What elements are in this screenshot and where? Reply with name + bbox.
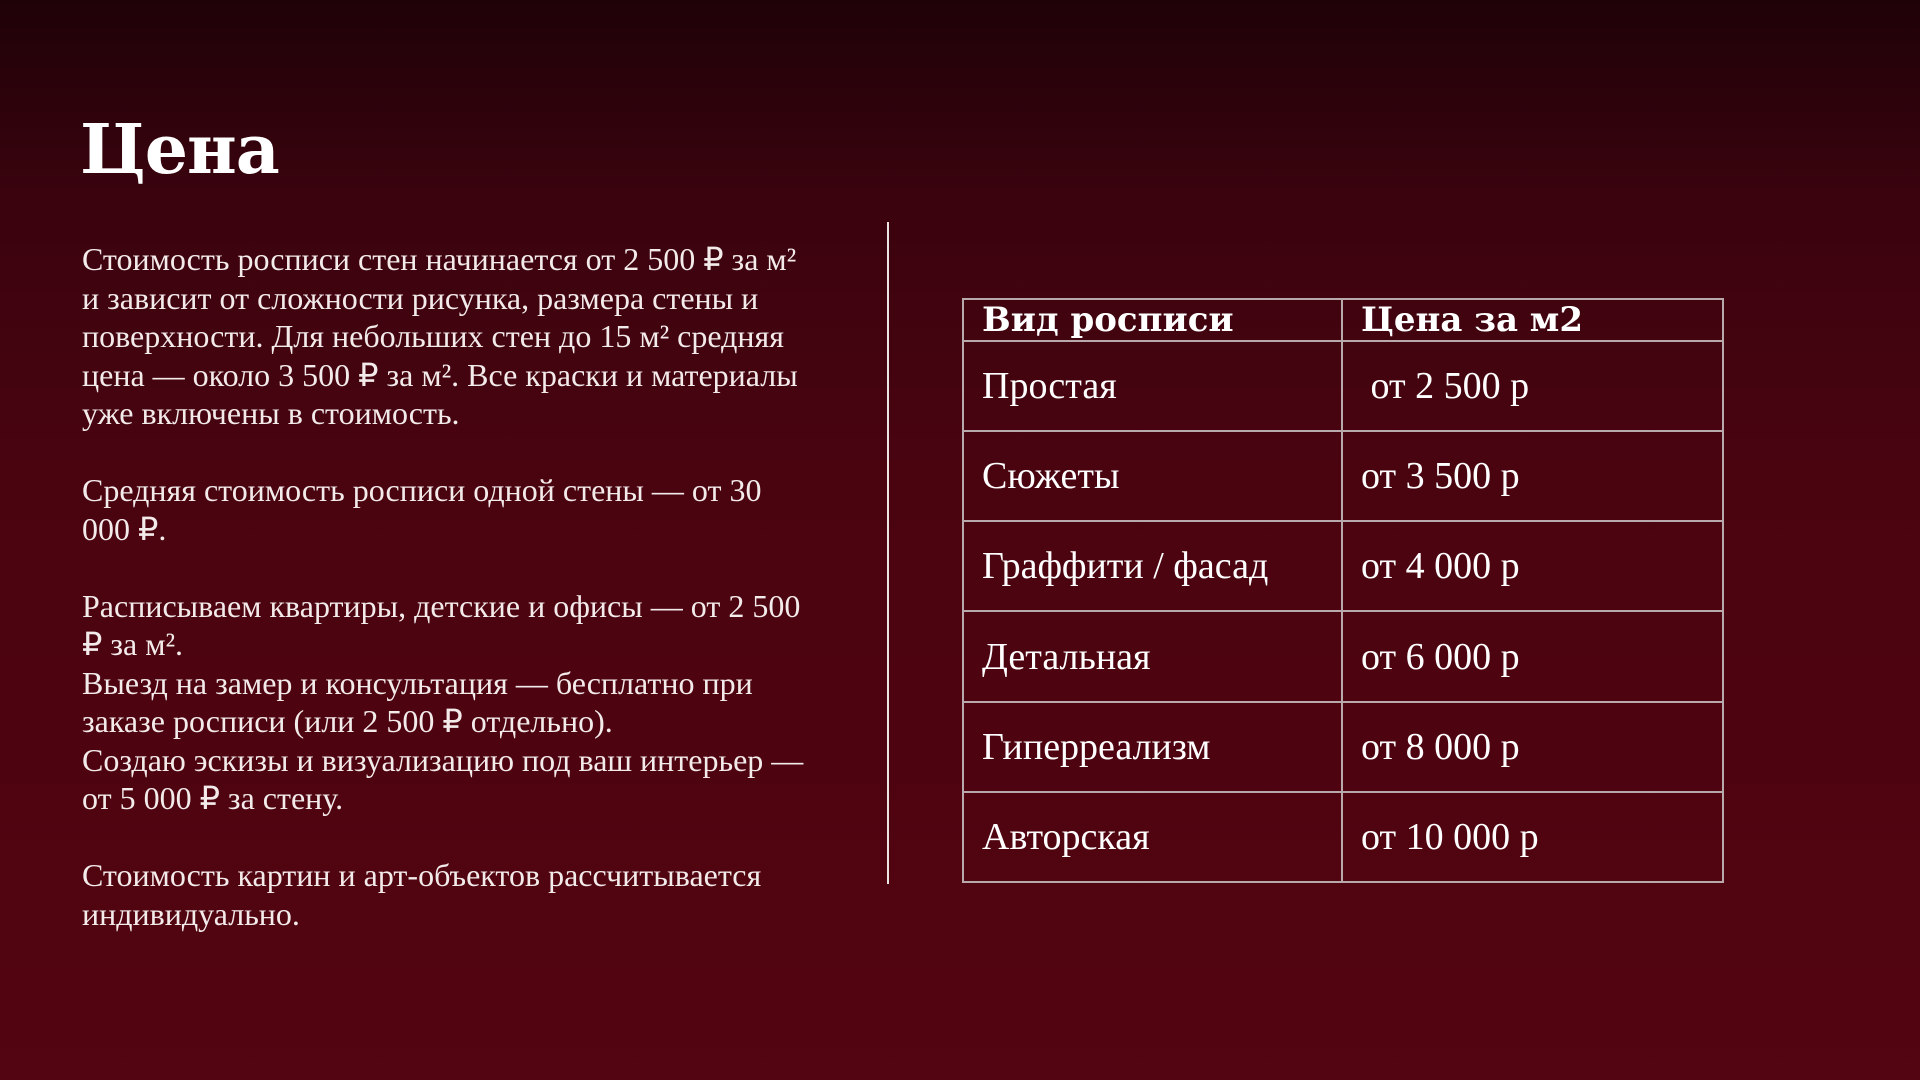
cell-type: Простая: [963, 341, 1342, 431]
header-cell-type: Вид росписи: [963, 299, 1342, 341]
table-row: [963, 702, 1723, 792]
cell-price: от 2 500 р: [1342, 341, 1723, 431]
price-table: [962, 298, 1724, 883]
paragraph-gap: [82, 548, 812, 587]
cell-type: Гиперреализм: [963, 702, 1342, 792]
cell-type: Граффити / фасад: [963, 521, 1342, 611]
cell-type: Сюжеты: [963, 431, 1342, 521]
description-paragraph: Стоимость росписи стен начинается от 2 500 ₽ за м² и зависит от сложности рисунка, размера стены и поверхности. Для небольших стен до 15 м² средняя цена — около 3 500 ₽ за м². Все краски и материалы уже включены в стоимость.: [82, 241, 798, 431]
table-header-row: [963, 299, 1723, 341]
description-paragraph: Расписываем квартиры, детские и офисы — от 2 500 ₽ за м².: [82, 587, 801, 662]
vertical-divider: [887, 222, 889, 884]
header-cell-price: Цена за м2: [1342, 299, 1723, 341]
cell-price: от 4 000 р: [1342, 521, 1723, 611]
description-paragraph: Средняя стоимость росписи одной стены — от 30 000 ₽.: [82, 472, 762, 547]
cell-price: от 10 000 р: [1342, 792, 1723, 882]
description-paragraph: Стоимость картин и арт-объектов рассчитывается индивидуально.: [82, 857, 762, 932]
description-paragraph: Создаю эскизы и визуализацию под ваш интерьер — от 5 000 ₽ за стену.: [82, 741, 804, 816]
cell-price: от 6 000 р: [1342, 611, 1723, 701]
slide-title: Цена: [80, 110, 279, 190]
cell-price: от 8 000 р: [1342, 702, 1723, 792]
table-row: [963, 521, 1723, 611]
paragraph-gap: [82, 433, 812, 472]
table-row: [963, 611, 1723, 701]
price-description: [82, 240, 812, 933]
cell-price: от 3 500 р: [1342, 431, 1723, 521]
paragraph-gap: [82, 818, 812, 857]
table-row: [963, 341, 1723, 431]
table-row: [963, 431, 1723, 521]
table-row: [963, 792, 1723, 882]
cell-type: Авторская: [963, 792, 1342, 882]
description-paragraph: Выезд на замер и консультация — бесплатно при заказе росписи (или 2 500 ₽ отдельно).: [82, 664, 753, 739]
cell-type: Детальная: [963, 611, 1342, 701]
